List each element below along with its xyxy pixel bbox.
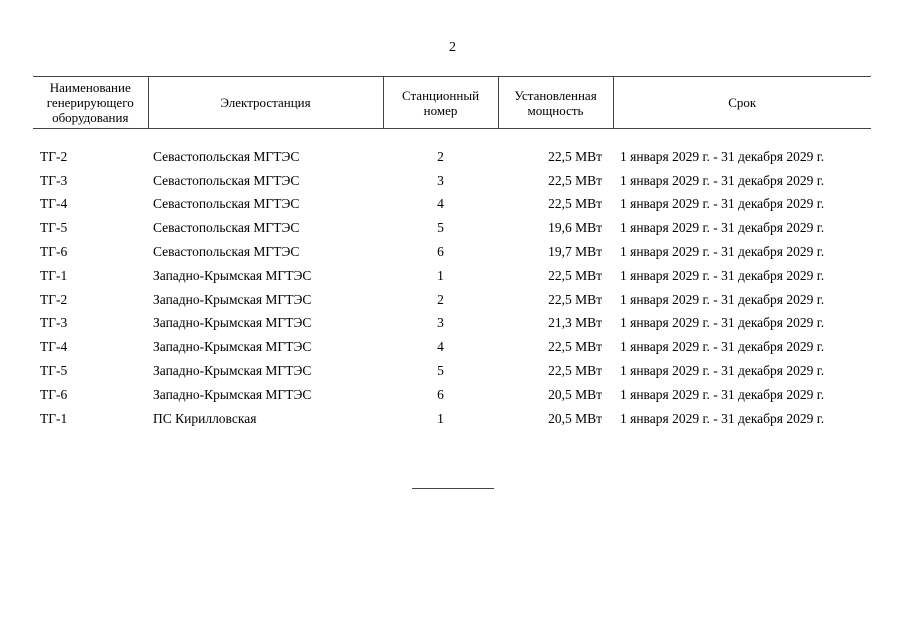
station-number-cell: 2 xyxy=(437,291,444,307)
page-number: 2 xyxy=(449,40,456,55)
term-cell: 1 января 2029 г. - 31 декабря 2029 г. xyxy=(620,196,825,212)
header-line: оборудования xyxy=(52,110,129,125)
header-line: Станционный xyxy=(401,87,480,103)
header-line: мощность xyxy=(527,102,584,118)
station-number-cell: 1 xyxy=(437,267,444,283)
header-line: Установленная xyxy=(514,87,597,103)
station-number-cell: 4 xyxy=(437,196,444,212)
header-installed-power xyxy=(498,77,613,129)
installed-power-cell: 19,6 МВт xyxy=(548,220,602,236)
installed-power-cell: 19,7 МВт xyxy=(548,244,602,260)
station-number-cell: 6 xyxy=(437,244,444,260)
table-header-row xyxy=(33,77,871,129)
station-number-cell: 1 xyxy=(437,410,444,426)
station-number-cell: 5 xyxy=(437,363,444,379)
station-cell: Западно-Крымская МГТЭС xyxy=(153,315,312,331)
term-cell: 1 января 2029 г. - 31 декабря 2029 г. xyxy=(620,148,825,164)
table-row xyxy=(33,335,871,359)
installed-power-cell: 20,5 МВт xyxy=(548,386,602,402)
equipment-cell: ТГ-3 xyxy=(40,315,68,331)
table-row xyxy=(33,216,871,240)
station-cell: Западно-Крымская МГТЭС xyxy=(153,291,312,307)
station-number-cell: 2 xyxy=(437,148,444,164)
station-number-cell: 3 xyxy=(437,172,444,188)
equipment-cell: ТГ-6 xyxy=(40,386,68,402)
table-row xyxy=(33,145,871,169)
end-of-document-line xyxy=(412,488,494,489)
header-term xyxy=(613,77,871,129)
installed-power-cell: 22,5 МВт xyxy=(548,291,602,307)
station-number-cell: 5 xyxy=(437,220,444,236)
equipment-cell: ТГ-6 xyxy=(40,244,68,260)
station-cell: Севастопольская МГТЭС xyxy=(153,172,300,188)
installed-power-cell: 22,5 МВт xyxy=(548,339,602,355)
installed-power-cell: 21,3 МВт xyxy=(548,315,602,331)
equipment-cell: ТГ-4 xyxy=(40,339,68,355)
station-cell: Западно-Крымская МГТЭС xyxy=(153,363,312,379)
station-cell: Севастопольская МГТЭС xyxy=(153,244,300,260)
term-cell: 1 января 2029 г. - 31 декабря 2029 г. xyxy=(620,339,825,355)
equipment-cell: ТГ-1 xyxy=(40,410,68,426)
header-line: Срок xyxy=(728,95,757,110)
station-cell: Севастопольская МГТЭС xyxy=(153,148,300,164)
term-cell: 1 января 2029 г. - 31 декабря 2029 г. xyxy=(620,244,825,260)
station-cell: Севастопольская МГТЭС xyxy=(153,196,300,212)
header-line: Наименование xyxy=(49,80,131,95)
installed-power-cell: 22,5 МВт xyxy=(548,363,602,379)
header-line: номер xyxy=(423,102,458,118)
term-cell: 1 января 2029 г. - 31 декабря 2029 г. xyxy=(620,363,825,379)
term-cell: 1 января 2029 г. - 31 декабря 2029 г. xyxy=(620,315,825,331)
term-cell: 1 января 2029 г. - 31 декабря 2029 г. xyxy=(620,220,825,236)
installed-power-cell: 22,5 МВт xyxy=(548,172,602,188)
table-row xyxy=(33,407,871,431)
header-station xyxy=(148,77,383,129)
station-cell: Севастопольская МГТЭС xyxy=(153,220,300,236)
header-line: Электростанция xyxy=(220,95,311,110)
station-cell: Западно-Крымская МГТЭС xyxy=(153,386,312,402)
installed-power-cell: 22,5 МВт xyxy=(548,267,602,283)
table-row xyxy=(33,169,871,193)
station-cell: ПС Кирилловская xyxy=(153,410,257,426)
installed-power-cell: 22,5 МВт xyxy=(548,148,602,164)
header-equipment xyxy=(33,77,148,129)
table-header xyxy=(33,77,871,129)
equipment-cell: ТГ-2 xyxy=(40,291,68,307)
table-body xyxy=(33,129,871,431)
station-number-cell: 3 xyxy=(437,315,444,331)
term-cell: 1 января 2029 г. - 31 декабря 2029 г. xyxy=(620,172,825,188)
installed-power-cell: 22,5 МВт xyxy=(548,196,602,212)
term-cell: 1 января 2029 г. - 31 декабря 2029 г. xyxy=(620,410,825,426)
table-row xyxy=(33,240,871,264)
installed-power-cell: 20,5 МВт xyxy=(548,410,602,426)
table-row xyxy=(33,383,871,407)
table-row xyxy=(33,359,871,383)
station-cell: Западно-Крымская МГТЭС xyxy=(153,267,312,283)
station-number-cell: 4 xyxy=(437,339,444,355)
equipment-cell: ТГ-4 xyxy=(40,196,68,212)
table-row xyxy=(33,264,871,288)
equipment-cell: ТГ-3 xyxy=(40,172,68,188)
table-row xyxy=(33,193,871,217)
station-cell: Западно-Крымская МГТЭС xyxy=(153,339,312,355)
table-row xyxy=(33,312,871,336)
generating-equipment-table xyxy=(33,76,871,431)
table-row xyxy=(33,288,871,312)
station-number-cell: 6 xyxy=(437,386,444,402)
equipment-cell: ТГ-1 xyxy=(40,267,68,283)
equipment-cell: ТГ-5 xyxy=(40,363,68,379)
term-cell: 1 января 2029 г. - 31 декабря 2029 г. xyxy=(620,291,825,307)
term-cell: 1 января 2029 г. - 31 декабря 2029 г. xyxy=(620,267,825,283)
table-spacer-row xyxy=(33,129,871,146)
header-station-number xyxy=(383,77,498,129)
equipment-cell: ТГ-5 xyxy=(40,220,68,236)
header-line: генерирующего xyxy=(46,95,134,110)
term-cell: 1 января 2029 г. - 31 декабря 2029 г. xyxy=(620,386,825,402)
equipment-cell: ТГ-2 xyxy=(40,148,68,164)
